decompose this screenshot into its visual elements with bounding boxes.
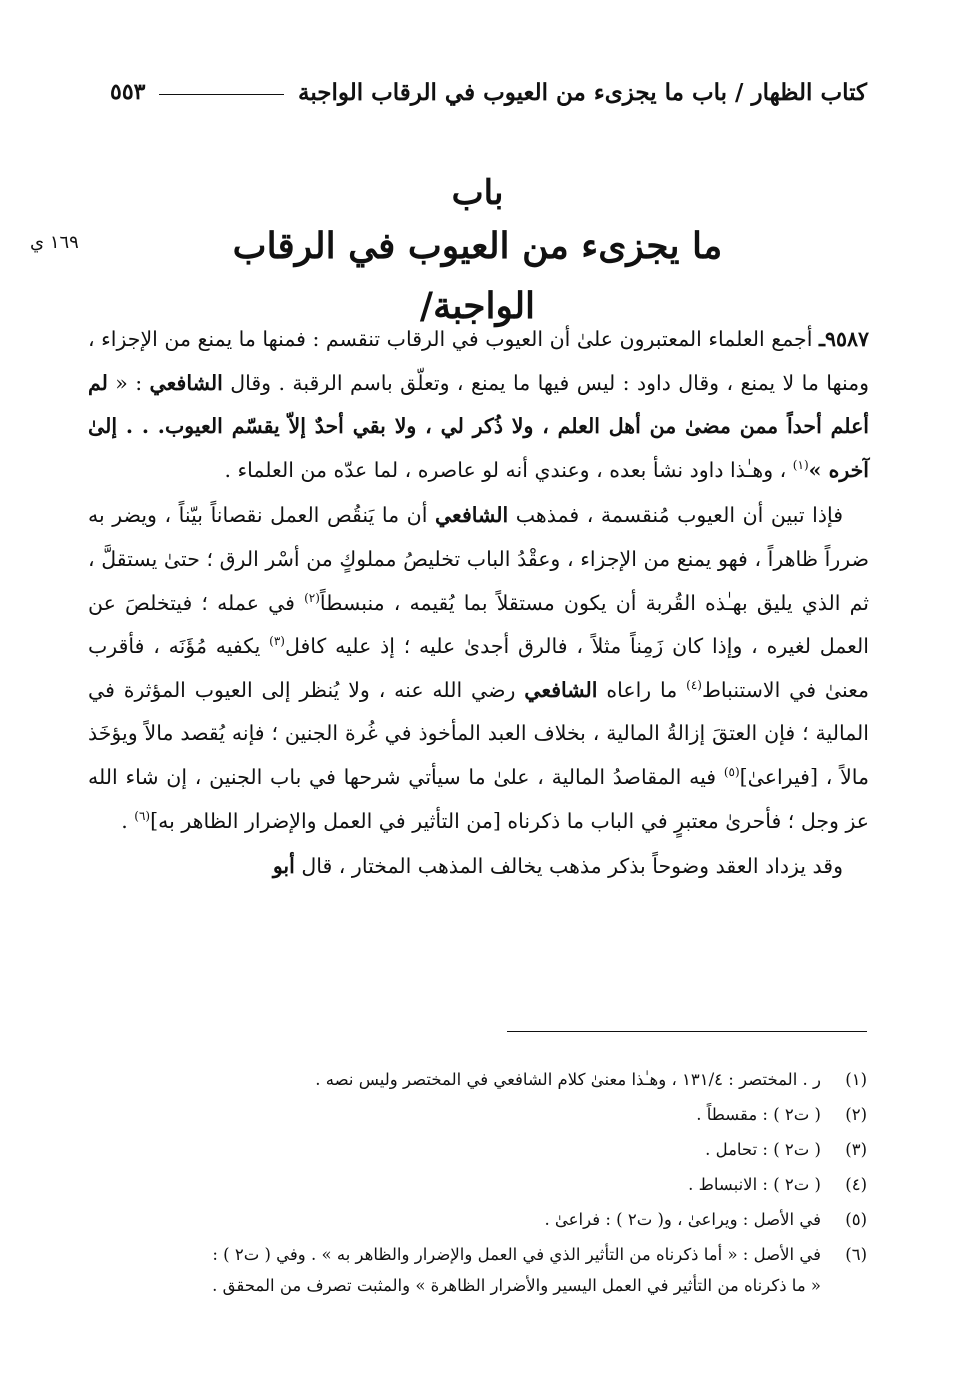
footnote-6-continuation: « ما ذكرناه من التأثير في العمل اليسير والأضرار الظاهرة » والمثبت تصرف من المحقق .	[212, 1276, 821, 1295]
paragraph-number: ٩٥٨٧ـ	[818, 327, 869, 351]
name-abu: أبو	[272, 854, 295, 879]
footnote-1	[88, 1062, 867, 1097]
footnote-ref-4[interactable]: (٤)	[686, 677, 702, 692]
page-number: ٥٥٣	[110, 79, 146, 105]
footnote-number: (١)	[845, 1070, 867, 1089]
page-header	[110, 72, 867, 112]
footnote-text: ( ت٢ ) : تحامل .	[705, 1140, 821, 1159]
footnote-number: (٢)	[845, 1105, 867, 1124]
footnote-4	[88, 1167, 867, 1202]
running-title: كتاب الظهار / باب ما يجزىء من العيوب في الرقاب الواجبة	[297, 78, 867, 106]
footnote-ref-1[interactable]: (١)	[792, 457, 809, 472]
chapter-title: ما يجزىء من العيوب في الرقاب الواجبة/	[232, 225, 723, 327]
name-shafii: الشافعي	[149, 370, 223, 395]
footnote-6	[88, 1237, 867, 1272]
footnote-number: (٥)	[845, 1210, 867, 1229]
footnote-text: ( ت٢ ) : الانبساط .	[688, 1175, 821, 1194]
footnote-5	[88, 1202, 867, 1237]
footnote-text: ( ت٢ ) : مقسطاً .	[696, 1105, 821, 1124]
paragraph-9587: ٩٥٨٧ـ أجمع العلماء المعتبرون علىٰ أن العيوب في الرقاب تنقسم : فمنها ما يمنع من الإجزاء ، ومنها ما لا يمنع ، وقال داود : ليس فيها ما يمنع ، وتعلّق باسم الرقبة . وقال الشافعي : « لم أعلم أحداً ممن مضىٰ من أهل العلم ، ولا ذُكر لي ، ولا بقي أحدٌ إلاّ يقسّم العيوب. . . إلىٰ آخره »$^{(١)}$ ، وهـٰذا داود نشأ بعده ، وعندي أنه لو عاصره ، لما عدّه من العلماء .	[88, 327, 870, 482]
footnote-ref-5[interactable]: (٥)	[723, 765, 740, 780]
footnote-ref-6[interactable]: (٦)	[134, 808, 151, 823]
footnote-3	[88, 1132, 867, 1167]
footnote-ref-3[interactable]: (٣)	[269, 634, 285, 649]
footnotes	[88, 1062, 867, 1303]
footnote-number: (٣)	[845, 1140, 867, 1159]
chapter-word: باب	[451, 173, 504, 213]
header-rule	[159, 94, 284, 95]
name-shafii: الشافعي	[524, 677, 598, 702]
paragraph-3: وقد يزداد العقد وضوحاً بذكر مذهب يخالف المذهب المختار ، قال أبو	[272, 854, 843, 879]
footnote-2	[88, 1097, 867, 1132]
footnote-text: في الأصل : « أما ذكرناه من التأثير الذي في العمل والإضرار والظاهر به » . وفي ( ت٢ ) :	[212, 1245, 821, 1264]
margin-manuscript-reference: ١٦٩ ي	[30, 232, 79, 253]
footnote-number: (٦)	[845, 1245, 867, 1264]
quotation: لم أعلم أحداً ممن مضىٰ من أهل العلم ، ولا ذُكر لي ، ولا بقي أحدٌ إلاّ يقسّم العيوب	[88, 370, 869, 439]
chapter-heading	[200, 170, 755, 336]
name-shafii: الشافعي	[434, 503, 509, 528]
paragraph-2: فإذا تبين أن العيوب مُنقسمة ، فمذهب الشافعي أن ما يَنقُص العمل نقصاناً بيّناً ، ويضر به ضرراً ظاهراً ، فهو يمنع من الإجزاء ، وعقْدُ الباب تخليصُ مملوكٍ من أسْر الرق ؛ حتىٰ يستقلَّ ، ثم الذي يليق بهـٰذه القُربة أن يكون مستقلاً بما يُقيمه ، منبسطاً$^{(٢)}$ في عمله ؛ فيتخلصَ عن العمل لغيره ، وإذا كان زَمِناً مثلاً ، فالرق أجدىٰ عليه ؛ إذ عليه كافل$^{(٣)}$ يكفيه مُؤَنَه ، فأقرب معنىٰ في الاستنباط$^{(٤)}$ ما راعاه الشافعي رضي الله عنه ، ولا يُنظر إلى العيوب المؤثرة في المالية ؛ فإن العتقَ إزالةُ المالية ، بخلاف العبد المأخوذ في غُرة الجنين ؛ فإنه يُقصد مالاً ويؤخَذ مالاً ، [فيراعىٰ]$^{(٥)}$ فيه المقاصدُ المالية ، علىٰ ما سيأتي شرحها في باب الجنين ، إن شاء الله عز وجل ؛ فأحرىٰ معتبرٍ في الباب ما ذكرناه [من التأثير في العمل والإضرار الظاهر به]$^{(٦)}$ .	[88, 503, 870, 833]
footnote-ref-2[interactable]: (٢)	[304, 590, 320, 605]
footnote-separator	[507, 1031, 867, 1032]
footnote-number: (٤)	[845, 1175, 867, 1194]
footnote-text: في الأصل : ويراعىٰ ، و( ت٢ ) : فراعىٰ .	[544, 1210, 821, 1229]
footnote-text: ر . المختصر : ١٣١/٤ ، وهـٰذا معنىٰ كلام الشافعي في المختصر وليس نصه .	[315, 1070, 821, 1089]
main-text	[88, 318, 869, 889]
